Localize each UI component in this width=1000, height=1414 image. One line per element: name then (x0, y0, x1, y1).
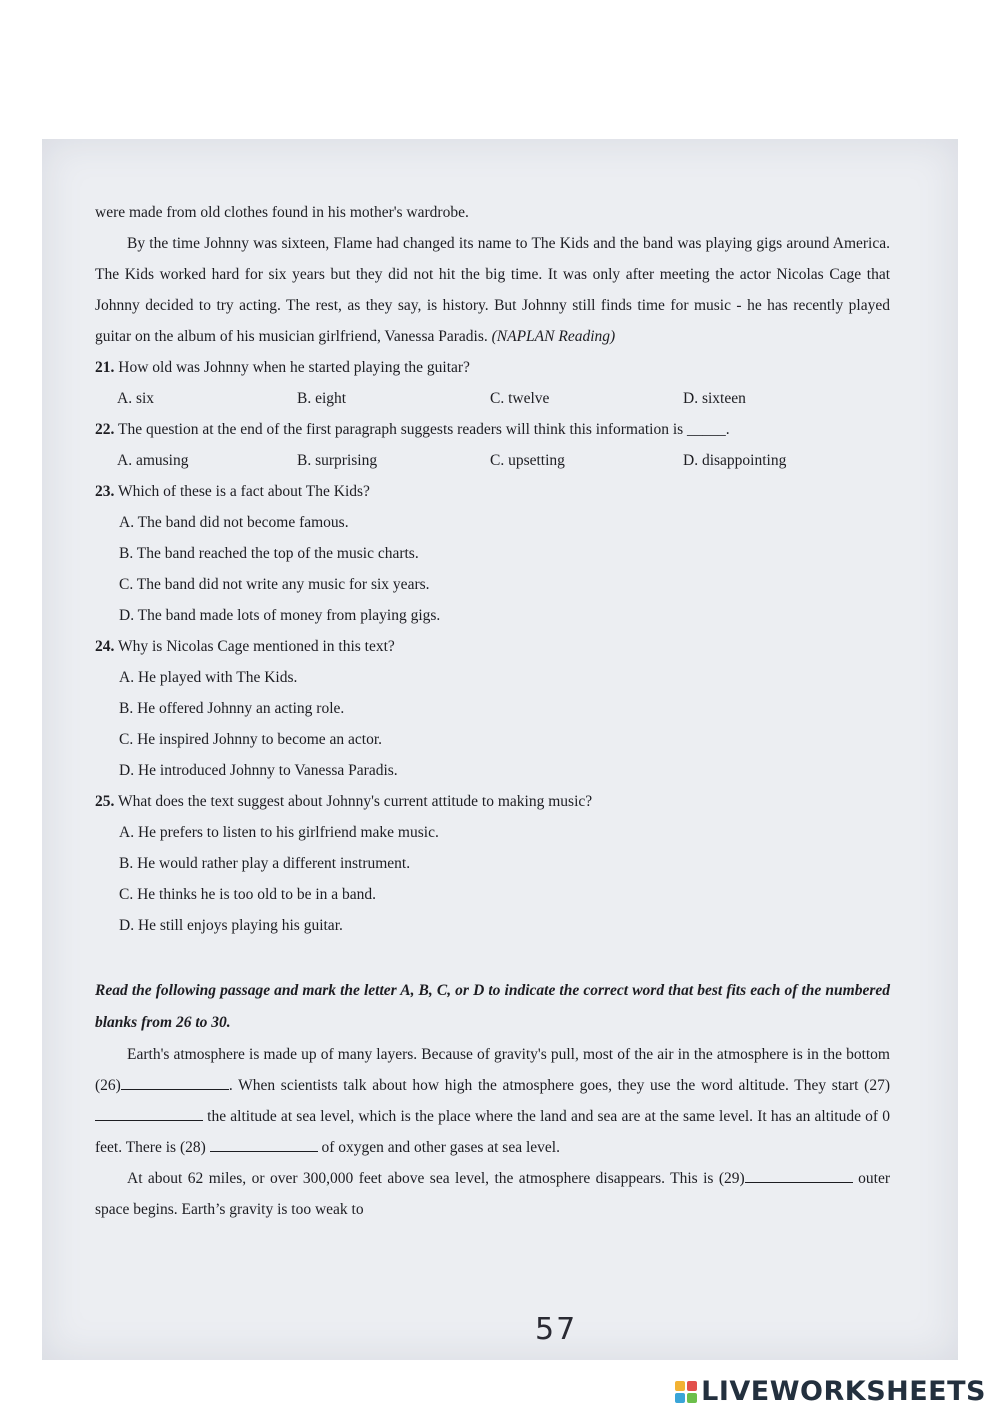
blank-29-label: (29) (718, 1170, 745, 1187)
option-21c[interactable]: C. twelve (490, 390, 550, 407)
cloze-paragraph-1: Earth's atmosphere is made up of many layers. Because of gravity's pull, most of the air in the atmosphere is in the bottom (26) . When scientists talk about how high the atmosphere goes, they use the word altitude. They start (27) the altitude at sea level, which is the place where the land and sea are at the same level. It has an altitude of 0 feet. There is (28) of oxygen and other gases at sea level. (95, 1046, 890, 1156)
option-21d[interactable]: D. sixteen (683, 390, 746, 407)
option-22a[interactable]: A. amusing (117, 452, 189, 469)
question-21: 21. How old was Johnny when he started playing the guitar? (95, 359, 470, 376)
liveworksheets-logo (675, 1376, 986, 1407)
option-21b[interactable]: B. eight (297, 390, 347, 407)
passage-source: (NAPLAN Reading) (491, 328, 616, 345)
option-23a[interactable]: A. The band did not become famous. (119, 514, 349, 531)
option-22d[interactable]: D. disappointing (683, 452, 787, 469)
passage-paragraph: By the time Johnny was sixteen, Flame had changed its name to The Kids and the band was playing gigs around America. The Kids worked hard for six years but they did not hit the big time. It was only after meeting the actor Nicolas Cage that Johnny decided to try acting. The rest, as they say, is history. But Johnny still finds time for music - he has recently played guitar on the album of his musician girlfriend, Vanessa Paradis. (NAPLAN Reading) (95, 235, 890, 345)
options-21 (95, 383, 890, 414)
question-25: 25. What does the text suggest about Johnny's current attitude to making music? (95, 793, 593, 810)
blank-26-label: (26) (95, 1077, 121, 1094)
option-24a[interactable]: A. He played with The Kids. (119, 669, 298, 686)
passage-tail: were made from old clothes found in his mother's wardrobe. (95, 204, 469, 221)
blank-29[interactable] (745, 1168, 853, 1183)
page-number: 57 (535, 1312, 578, 1347)
option-23d[interactable]: D. The band made lots of money from playing gigs. (119, 607, 441, 624)
question-22: 22. The question at the end of the first paragraph suggests readers will think this information is _____. (95, 421, 730, 438)
option-25c[interactable]: C. He thinks he is too old to be in a band. (119, 886, 377, 903)
blank-26[interactable] (121, 1075, 229, 1090)
option-25d[interactable]: D. He still enjoys playing his guitar. (119, 917, 343, 934)
option-24c[interactable]: C. He inspired Johnny to become an actor. (119, 731, 383, 748)
blank-27[interactable] (95, 1106, 203, 1121)
option-22c[interactable]: C. upsetting (490, 452, 565, 469)
question-23: 23. Which of these is a fact about The Kids? (95, 483, 370, 500)
blank-28-label: (28) (179, 1139, 206, 1156)
option-22b[interactable]: B. surprising (297, 452, 378, 469)
option-21a[interactable]: A. six (117, 390, 155, 407)
option-24b[interactable]: B. He offered Johnny an acting role. (119, 700, 345, 717)
cloze-paragraph-2: At about 62 miles, or over 300,000 feet above sea level, the atmosphere disappears. This is (29) outer space begins. Earth’s gravity is too weak to (95, 1170, 891, 1218)
logo-grid-icon (675, 1381, 697, 1403)
option-25a[interactable]: A. He prefers to listen to his girlfriend make music. (119, 824, 439, 841)
option-24d[interactable]: D. He introduced Johnny to Vanessa Paradis. (119, 762, 398, 779)
brand-name: LIVEWORKSHEETS (701, 1376, 986, 1407)
question-24: 24. Why is Nicolas Cage mentioned in this text? (95, 638, 395, 655)
option-23b[interactable]: B. The band reached the top of the music charts. (119, 545, 419, 562)
option-23c[interactable]: C. The band did not write any music for six years. (119, 576, 430, 593)
blank-27-label: (27) (864, 1077, 890, 1094)
section-instruction: Read the following passage and mark the letter A, B, C, or D to indicate the correct word that best fits each of the numbered blanks from 26 to 30. (95, 982, 890, 1031)
option-25b[interactable]: B. He would rather play a different instrument. (119, 855, 411, 872)
options-22 (95, 445, 890, 476)
blank-28[interactable] (210, 1137, 318, 1152)
worksheet-content (95, 197, 890, 1225)
